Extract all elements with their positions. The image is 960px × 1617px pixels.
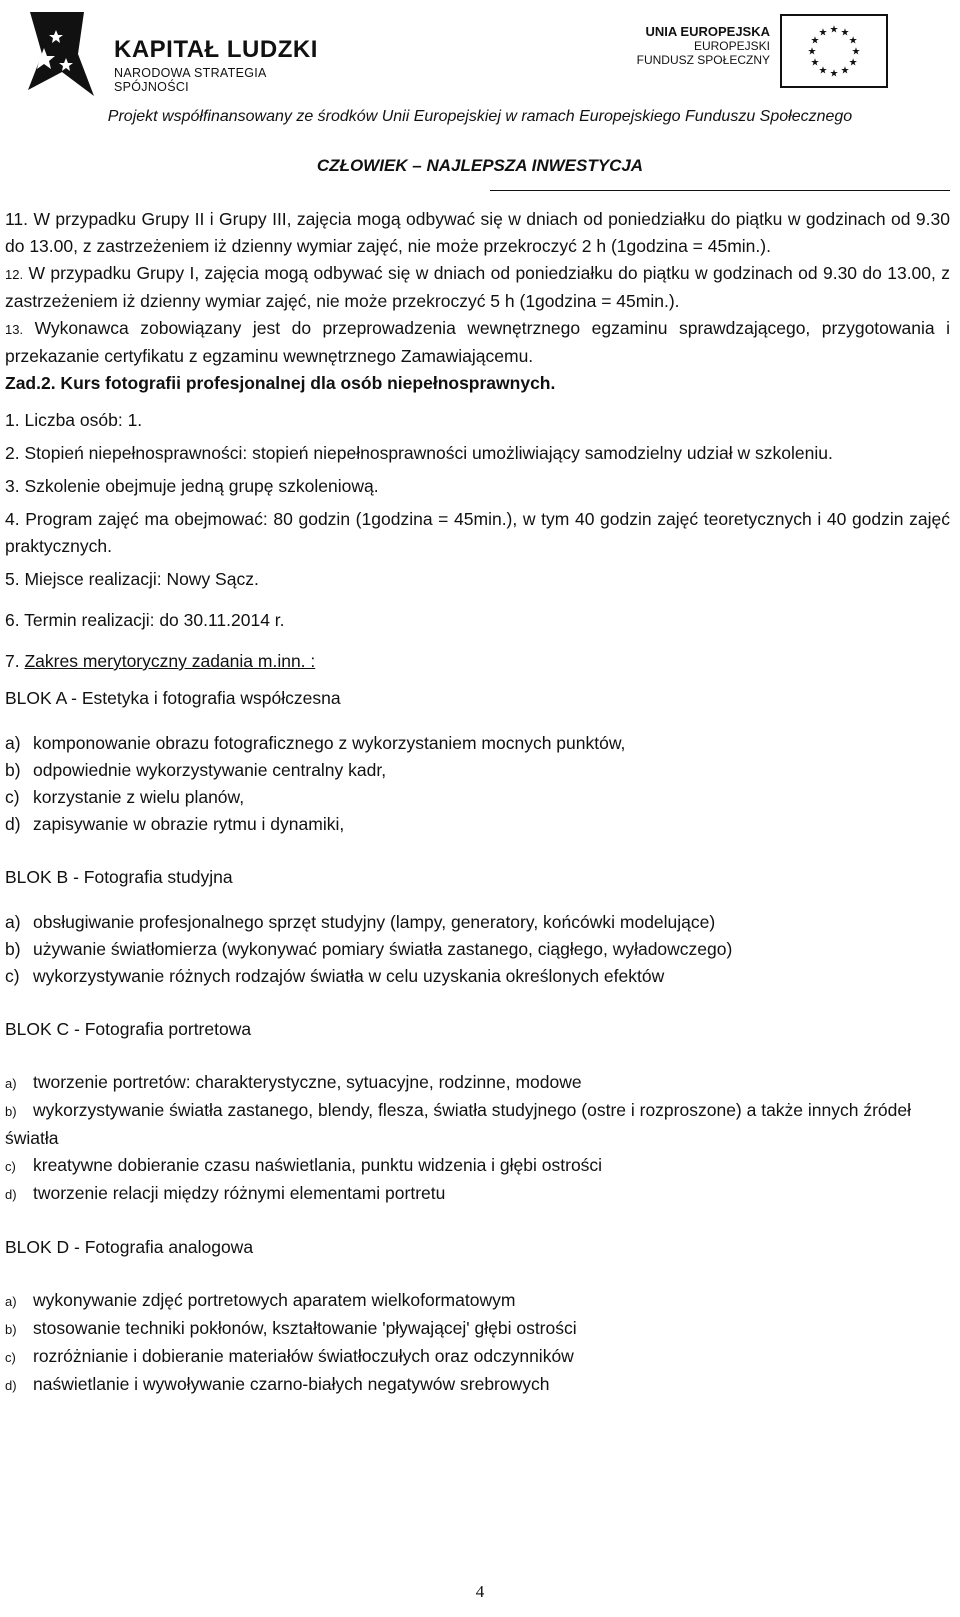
task-title: Zad.2. Kurs fotografii profesjonalnej dla osób niepełnosprawnych. [5,373,556,393]
item-text: zapisywanie w obrazie rytmu i dynamiki, [33,814,345,834]
item-label: b) [5,760,21,780]
paragraph-text: W przypadku Grupy II i Grupy III, zajęcia mogą odbywać się w dniach od poniedziałku do piątku w godzinach od 9.30 do 13.00, z zastrzeżeniem iż dzienny wymiar zajęć, nie może przekroczyć 2 h (1godzina = 45min.). [5,209,950,256]
paragraph-12 [5,260,950,315]
blok-a-title: BLOK A - Estetyka i fotografia współczesna [5,688,341,708]
list-item [5,811,950,838]
paragraph-text: W przypadku Grupy I, zajęcia mogą odbywać się w dniach od poniedziałku do piątku w godzinach od 9.30 do 13.00, z zastrzeżeniem iż dzienny wymiar zajęć, nie może przekroczyć 5 h (1godzina = 45min.). [5,263,950,311]
list-item [5,1180,950,1208]
blok-d-list [5,1287,950,1399]
blok-d-title: BLOK D - Fotografia analogowa [5,1237,254,1257]
paragraph-11 [5,206,950,260]
list-item [5,1287,950,1315]
page-header [0,0,960,200]
item-label: a) [5,912,21,932]
item-text: tworzenie portretów: charakterystyczne, sytuacyjne, rodzinne, modowe [33,1072,582,1092]
item-text: używanie światłomierza (wykonywać pomiary światła zastanego, ciągłego, wyładowczego) [33,939,733,959]
list-item [5,757,950,784]
eu-flag-icon [780,14,888,88]
header-rule [490,190,950,191]
list-item [5,1152,950,1180]
item-text: kreatywne dobieranie czasu naświetlania, punktu widzenia i głębi ostrości [33,1155,603,1175]
item-label: b) [5,1104,17,1119]
item-label: c) [5,966,20,986]
item-label: a) [5,1076,17,1091]
flag-star-icon: ★ [818,65,828,77]
paragraph-13 [5,315,950,370]
list-item [5,936,950,963]
project-cofinancing-line: Projekt współfinansowany ze środków Unii Europejskiej w ramach Europejskiego Funduszu Społecznego [107,108,853,125]
blok-b-list [5,909,950,990]
flag-star-icon: ★ [829,68,839,80]
item-text: stosowanie techniki pokłonów, kształtowanie 'pływającej' głębi ostrości [33,1318,577,1338]
flag-star-icon: ★ [807,46,817,58]
kapital-ludzki-title: KAPITAŁ LUDZKI [114,36,318,63]
flag-star-icon: ★ [840,65,850,77]
item-text: odpowiednie wykorzystywanie centralny kadr, [33,760,387,780]
item-label: c) [5,787,20,807]
item-label: d) [5,814,21,834]
eu-line3: FUNDUSZ SPOŁECZNY [636,53,770,67]
list-item [5,909,950,936]
list-item [5,1343,950,1371]
blok-b-title: BLOK B - Fotografia studyjna [5,867,233,887]
blok-c-title: BLOK C - Fotografia portretowa [5,1019,252,1039]
page-number: 4 [475,1582,485,1601]
list-item [5,1069,950,1097]
point-7-text: Zakres merytoryczny zadania m.inn. : [24,651,316,671]
point-4: 4. Program zajęć ma obejmować: 80 godzin (1godzina = 45min.), w tym 40 godzin zajęć teoretycznych i 40 godzin zajęć praktycznych. [5,509,950,556]
item-text: tworzenie relacji między różnymi elementami portretu [33,1183,446,1203]
list-item [5,784,950,811]
flag-star-icon: ★ [851,46,861,58]
document-body [5,206,950,1399]
paragraph-number: 11. [5,209,29,229]
flag-star-icon: ★ [810,35,820,47]
flag-star-icon: ★ [818,27,828,39]
list-item [5,730,950,757]
item-label: d) [5,1378,17,1393]
item-text: rozróżnianie i dobieranie materiałów światłoczułych oraz odczynników [33,1346,574,1366]
blok-c-list [5,1069,950,1208]
item-label: b) [5,1322,17,1337]
blok-a-list [5,730,950,838]
item-text: wykonywanie zdjęć portretowych aparatem wielkoformatowym [33,1290,516,1310]
flag-star-icon: ★ [810,57,820,69]
list-item [5,1315,950,1343]
item-text: wykorzystywanie różnych rodzajów światła w celu uzyskania określonych efektów [33,966,665,986]
point-5: 5. Miejsce realizacji: Nowy Sącz. [5,569,259,589]
paragraph-number: 12. [5,267,24,282]
point-7 [5,648,950,675]
point-7-number: 7. [5,651,25,671]
item-label: a) [5,1294,17,1309]
item-text: naświetlanie i wywoływanie czarno-białych negatywów srebrowych [33,1374,550,1394]
eu-logo [630,14,930,94]
item-label: c) [5,1159,16,1174]
flag-star-icon: ★ [840,27,850,39]
eu-title: UNIA EUROPEJSKA [645,24,770,39]
paragraph-number: 13. [5,322,24,337]
item-text: wykorzystywanie światła zastanego, blendy, flesza, światła studyjnego (ostre i rozproszone) a także innych źródeł światła [5,1100,912,1148]
flag-star-icon: ★ [848,35,858,47]
header-motto: CZŁOWIEK – NAJLEPSZA INWESTYCJA [316,156,644,175]
kapital-ludzki-emblem-icon [22,8,102,100]
eu-line2: EUROPEJSKI [693,39,770,53]
item-label: a) [5,733,21,753]
item-text: obsługiwanie profesjonalnego sprzęt studyjny (lampy, generatory, końcówki modelujące) [33,912,716,932]
kapital-ludzki-logo [22,8,342,100]
flag-star-icon: ★ [829,24,839,36]
item-label: d) [5,1187,17,1202]
flag-star-icon: ★ [848,57,858,69]
point-1: 1. Liczba osób: 1. [5,410,143,430]
paragraph-text: Wykonawca zobowiązany jest do przeprowadzenia wewnętrznego egzaminu sprawdzającego, przygotowania i przekazanie certyfikatu z egzaminu wewnętrznego Zamawiającemu. [5,318,950,366]
list-item [5,1371,950,1399]
item-text: korzystanie z wielu planów, [33,787,245,807]
point-3: 3. Szkolenie obejmuje jedną grupę szkoleniową. [5,476,379,496]
list-item [5,1097,950,1152]
list-item [5,963,950,990]
item-label: b) [5,939,21,959]
point-6: 6. Termin realizacji: do 30.11.2014 r. [5,610,285,630]
item-label: c) [5,1350,16,1365]
kapital-ludzki-subtitle: NARODOWA STRATEGIA SPÓJNOŚCI [114,66,266,94]
point-2: 2. Stopień niepełnosprawności: stopień niepełnosprawności umożliwiający samodzielny udział w szkoleniu. [5,443,833,463]
item-text: komponowanie obrazu fotograficznego z wykorzystaniem mocnych punktów, [33,733,626,753]
